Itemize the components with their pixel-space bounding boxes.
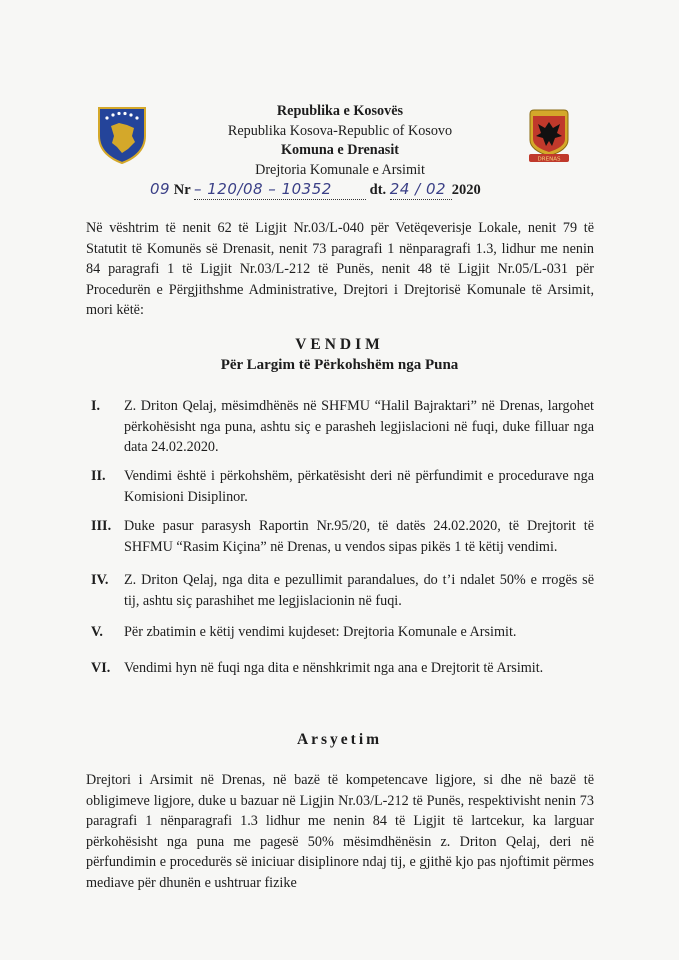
- header-directorate: Drejtoria Komunale e Arsimit: [255, 161, 425, 178]
- item-number: II.: [91, 468, 106, 484]
- item-text: Z. Driton Qelaj, nga dita e pezullimit parandalues, do t’i ndalet 50% e rrogës së tij, ashtu siç parashihet me legjislacionin në fuqi.: [124, 572, 594, 609]
- ref-number-handwritten: – 120/08 – 10352: [194, 180, 332, 198]
- item-text: Z. Driton Qelaj, mësimdhënës në SHFMU “Halil Bajraktari” në Drenas, largohet përkohësisht nga puna, ashtu siç e parasheh legjislacioni në fuqi, duke filluar nga data 24.02.2020.: [124, 398, 594, 455]
- item-number: III.: [91, 518, 112, 534]
- reasoning-title: Arsyetim: [296, 731, 383, 748]
- ref-nr-label: Nr: [173, 182, 191, 198]
- ref-prefix-handwritten: 09: [150, 180, 171, 198]
- ref-date-handwritten: 24 / 02: [389, 180, 447, 198]
- item-number: IV.: [91, 572, 109, 588]
- emblem-label: DRENAS: [537, 156, 561, 163]
- reasoning-paragraph: Drejtori i Arsimit në Drenas, në bazë të kompetencave ligjore, si dhe në bazë të obligimeve ligjore, duke u bazuar në Ligjin Nr.03/L-212 të Punës, respektivisht nenin 73 paragrafi 1 nënparagrafi 1.3 lidhur me nenin 84 të Ligjit të lartcekur, ka larguar përkohësisht nga puna me pagesë 50% mësimdhënësin z. Driton Qelaj, deri në përfundimin e procedurës së iniciuar disiplinore ndaj tij, e gjithë kjo pas njoftimit përmes mediave për dhunën e ushtruar fizike: [86, 772, 594, 891]
- decision-title: VENDIM: [295, 336, 384, 353]
- item-number: I.: [91, 398, 101, 414]
- header-municipality: Komuna e Drenasit: [281, 142, 399, 158]
- item-number: V.: [91, 624, 103, 640]
- item-number: VI.: [91, 660, 111, 676]
- intro-paragraph: Në vështrim të nenit 62 të Ligjit Nr.03/L-040 për Vetëqeverisje Lokale, nenit 79 të Statutit të Komunës së Drenasit, nenit 73 paragrafi 1 nënparagrafi 1.3, lidhur me nenin 84 paragrafi 1 të Ligjit Nr.03/L-212 të Punës, nenit 48 të Ligjit Nr.05/L-031 për Procedurën e Përgjithshme Administrative, Drejtori i Drejtorisë Komunale të Arsimit, mori këtë:: [86, 220, 594, 318]
- drenas-municipality-emblem-icon: [524, 108, 574, 164]
- header-republic: Republika e Kosovës: [276, 103, 404, 119]
- ref-date-label: dt.: [369, 182, 387, 198]
- ref-year: 2020: [451, 182, 481, 198]
- document-header: [180, 102, 500, 180]
- header-republic-multilingual: Republika Kosova-Republic of Kosovo: [227, 122, 453, 139]
- item-text: Për zbatimin e këtij vendimi kujdeset: Drejtoria Komunale e Arsimit.: [124, 624, 517, 640]
- reference-line: [150, 180, 500, 200]
- item-text: Vendimi hyn në fuqi nga dita e nënshkrimit nga ana e Drejtorit të Arsimit.: [124, 660, 544, 676]
- item-text: Duke pasur parasysh Raportin Nr.95/20, të datës 24.02.2020, të Drejtorit të SHFMU “Rasim Kiçina” në Drenas, u vendos sipas pikës 1 të këtij vendimi.: [124, 518, 594, 555]
- item-text: Vendimi është i përkohshëm, përkatësisht deri në përfundimit e procedurave nga Komisioni Disiplinor.: [124, 468, 594, 505]
- decision-subtitle: Për Largim të Përkohshëm nga Puna: [220, 357, 459, 373]
- kosovo-coat-of-arms-icon: [97, 106, 147, 164]
